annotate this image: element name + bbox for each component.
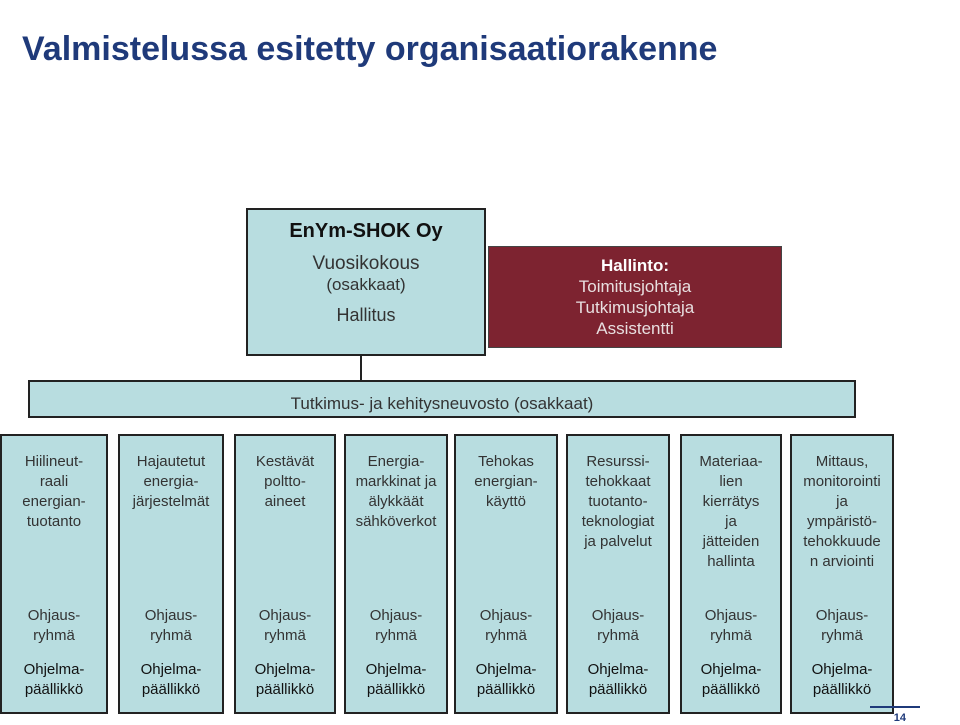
advisory-board-label: Tutkimus- ja kehitysneuvosto (osakkaat)	[290, 394, 594, 413]
connector-line	[360, 356, 362, 380]
program-column	[566, 434, 670, 714]
administration-box	[488, 246, 782, 348]
board-of-directors-label: Hallitus	[336, 305, 396, 325]
shareholders-label: (osakkaat)	[326, 275, 406, 294]
page-title: Valmistelussa esitetty organisaatiorakenne	[22, 30, 718, 68]
annual-meeting-label: Vuosikokous	[312, 253, 420, 274]
administration-role: Assistentti	[596, 319, 674, 338]
company-name: EnYm-SHOK Oy	[289, 220, 443, 242]
administration-role: Tutkimusjohtaja	[575, 298, 695, 317]
program-column	[454, 434, 558, 714]
program-column	[234, 434, 336, 714]
steering-group-label: Ohjaus- ryhmä	[591, 607, 645, 644]
program-manager-label: Ohjelma- päällikkö	[475, 661, 537, 698]
program-area-label: Hiilineut- raali energian- tuotanto	[22, 453, 86, 530]
program-column	[118, 434, 224, 714]
company-box	[246, 208, 486, 356]
program-manager-label: Ohjelma- päällikkö	[811, 661, 873, 698]
footer-rule	[870, 706, 920, 708]
program-area-label: Energia- markkinat ja älykkäät sähköverkot	[355, 453, 437, 530]
program-area-label: Mittaus, monitorointi ja ympäristö- tehokkuude n arviointi	[803, 453, 881, 570]
program-manager-label: Ohjelma- päällikkö	[254, 661, 316, 698]
program-area-label: Kestävät poltto- aineet	[255, 453, 315, 510]
program-manager-label: Ohjelma- päällikkö	[587, 661, 649, 698]
program-area-label: Resurssi- tehokkaat tuotanto- teknologiat ja palvelut	[581, 453, 655, 550]
program-column	[790, 434, 894, 714]
program-manager-label: Ohjelma- päällikkö	[700, 661, 762, 698]
program-column	[680, 434, 782, 714]
administration-role: Toimitusjohtaja	[578, 277, 692, 296]
program-area-label: Materiaa- lien kierrätys ja jätteiden hallinta	[699, 453, 763, 570]
program-area-label: Tehokas energian- käyttö	[474, 453, 538, 510]
steering-group-label: Ohjaus- ryhmä	[258, 607, 312, 644]
steering-group-label: Ohjaus- ryhmä	[144, 607, 198, 644]
steering-group-label: Ohjaus- ryhmä	[815, 607, 869, 644]
program-area-label: Hajautetut energia- järjestelmät	[132, 453, 210, 510]
program-manager-label: Ohjelma- päällikkö	[140, 661, 202, 698]
program-manager-label: Ohjelma- päällikkö	[23, 661, 85, 698]
steering-group-label: Ohjaus- ryhmä	[369, 607, 423, 644]
advisory-board-box	[28, 380, 856, 418]
steering-group-label: Ohjaus- ryhmä	[479, 607, 533, 644]
program-column	[0, 434, 108, 714]
program-column	[344, 434, 448, 714]
steering-group-label: Ohjaus- ryhmä	[27, 607, 81, 644]
steering-group-label: Ohjaus- ryhmä	[704, 607, 758, 644]
page-number: 14	[893, 712, 906, 724]
program-manager-label: Ohjelma- päällikkö	[365, 661, 427, 698]
administration-heading: Hallinto:	[601, 256, 669, 275]
